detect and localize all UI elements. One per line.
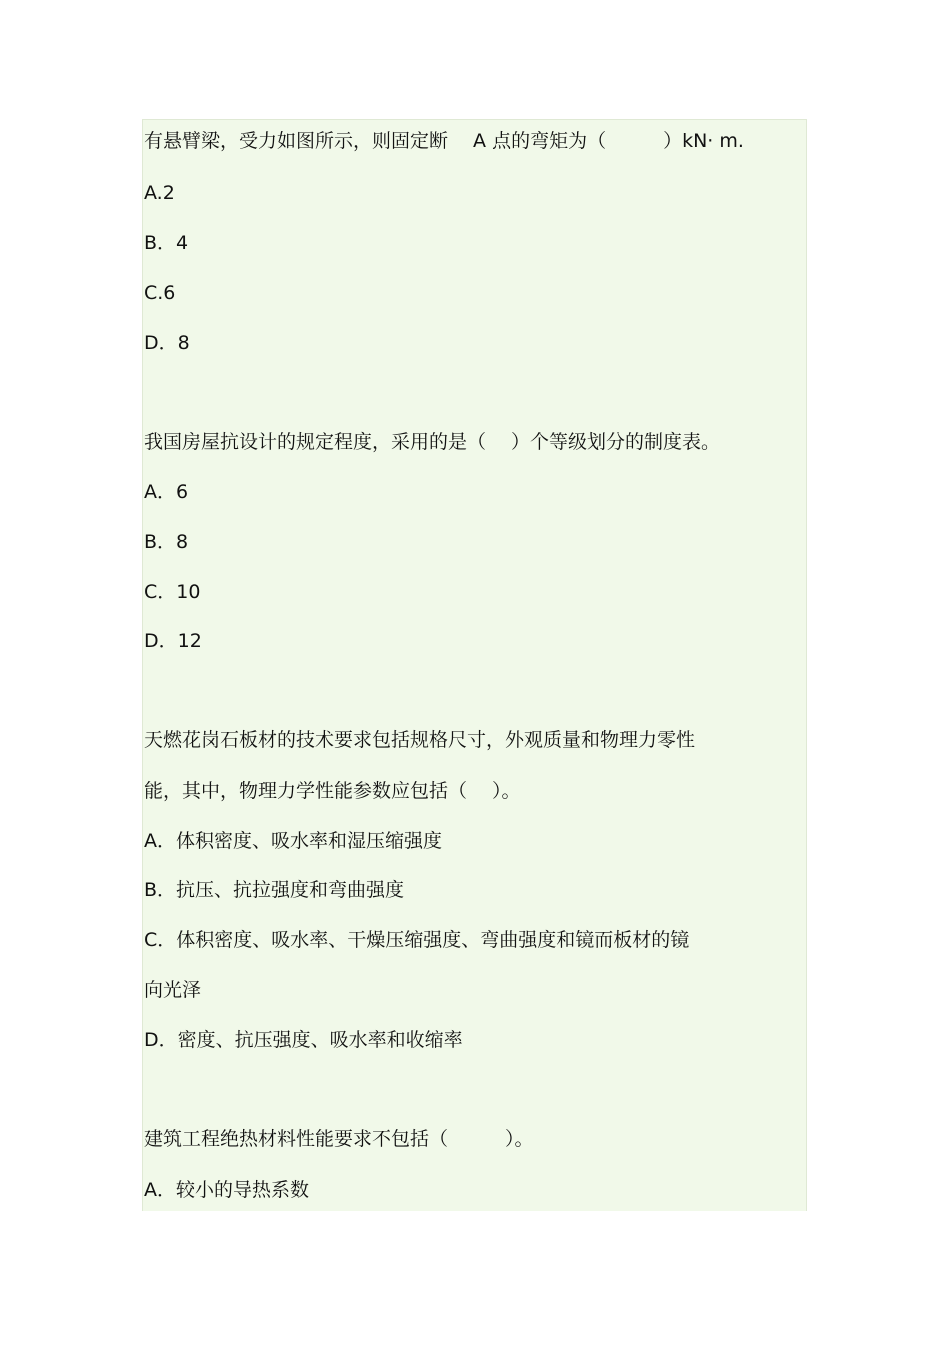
question-2-option-a: A．6 — [144, 481, 189, 503]
question-1-option-c: C.6 — [144, 282, 176, 304]
question-1-option-b: B．4 — [144, 232, 189, 254]
question-1-option-a: A.2 — [144, 182, 175, 204]
question-4-option-a: A．较小的导热系数 — [144, 1179, 309, 1201]
question-1-option-d: D．8 — [144, 332, 190, 354]
question-2-option-c: C．10 — [144, 581, 201, 603]
question-2-stem: 我国房屋抗设计的规定程度，采用的是（ ）个等级划分的制度表。 — [144, 431, 721, 453]
question-4-stem: 建筑工程绝热材料性能要求不包括（ ）。 — [144, 1128, 534, 1150]
question-1-stem: 有悬臂梁，受力如图所示，则固定断 A 点的弯矩为（ ）kN· m. — [144, 130, 744, 152]
question-2-option-d: D．12 — [144, 630, 202, 652]
question-3-option-c-continued: 向光泽 — [144, 979, 202, 1001]
question-3-stem-line-1: 天燃花岗石板材的技术要求包括规格尺寸，外观质量和物理力零性 — [144, 729, 696, 751]
question-3-option-a: A．体积密度、吸水率和湿压缩强度 — [144, 830, 442, 852]
question-2-option-b: B．8 — [144, 531, 189, 553]
question-3-option-c: C．体积密度、吸水率、干燥压缩强度、弯曲强度和镜而板材的镜 — [144, 929, 690, 951]
question-3-option-b: B．抗压、抗拉强度和弯曲强度 — [144, 879, 405, 901]
question-3-option-d: D．密度、抗压强度、吸水率和收缩率 — [144, 1029, 463, 1051]
question-3-stem-line-2: 能，其中，物理力学性能参数应包括（ ）。 — [144, 780, 521, 802]
